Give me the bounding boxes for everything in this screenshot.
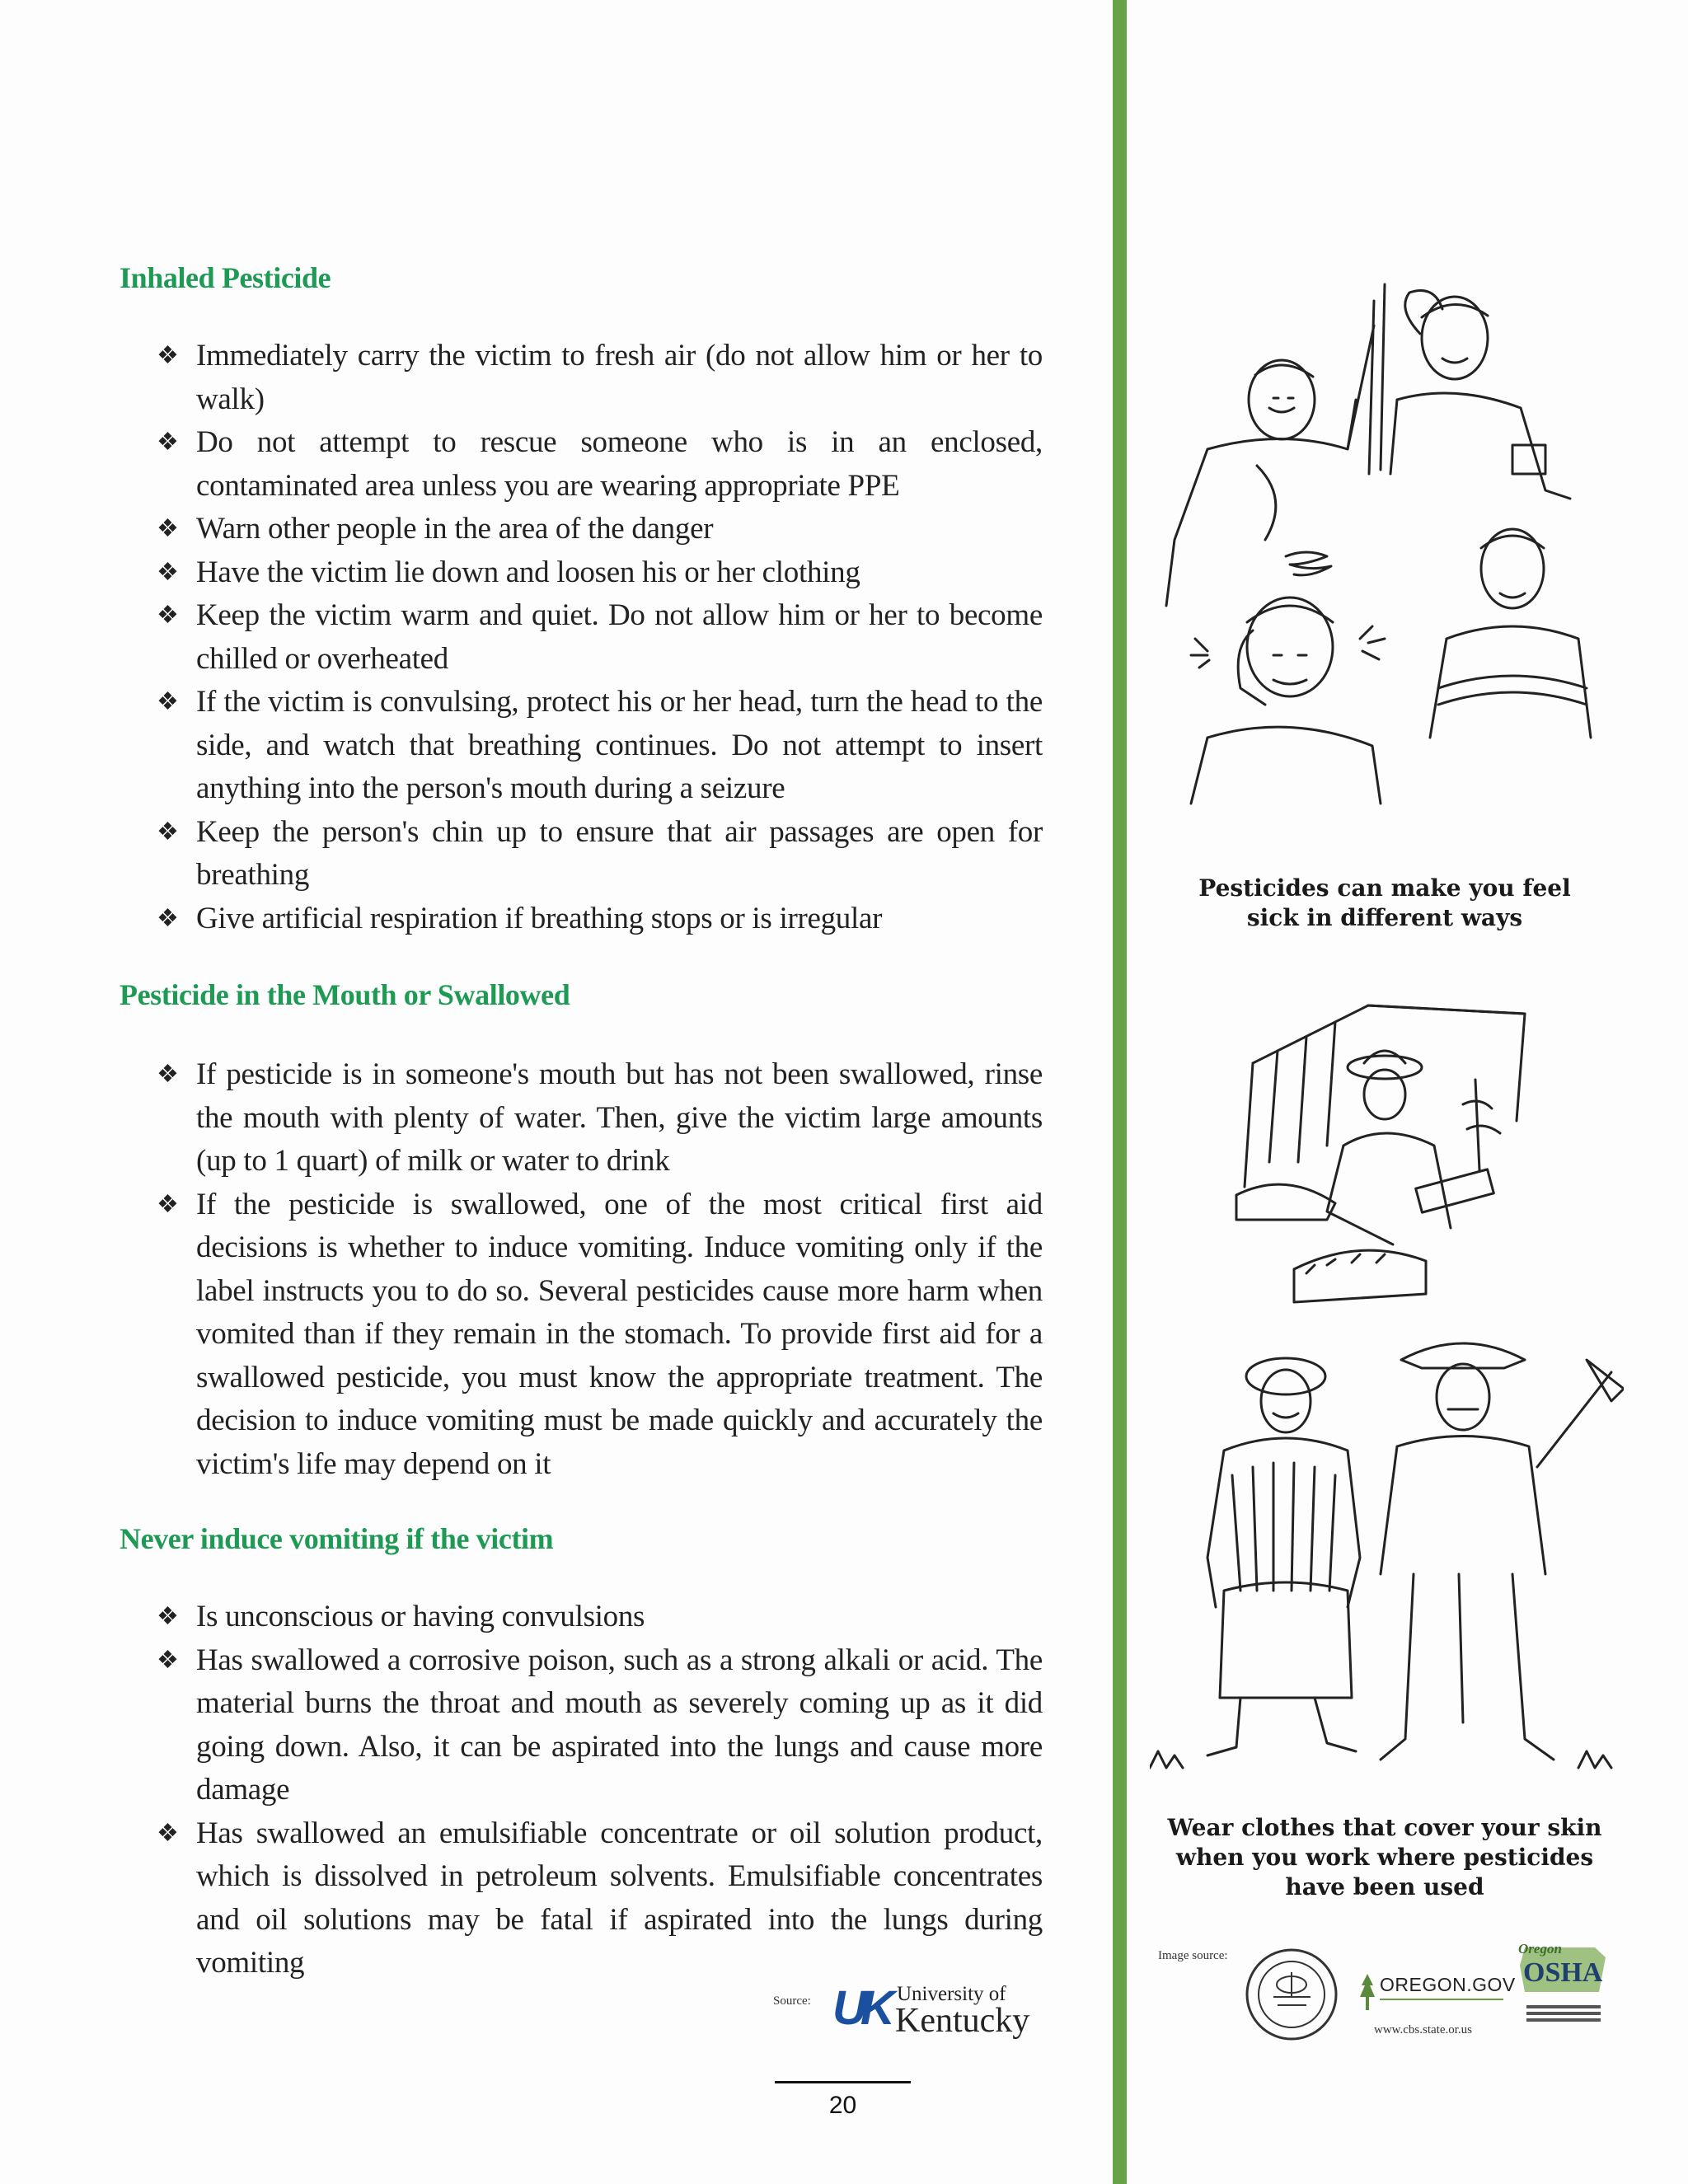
sick-people-illustration (1158, 276, 1603, 828)
uk-mark-icon: UK (832, 1981, 889, 2035)
osha-top-text: Oregon (1518, 1941, 1562, 1957)
list-item: ❖ Has swallowed an emulsifiable concentrate or oil solution product, which is dissolved in petroleum solvents. Emulsifiable concentrates and oil solutions may be fatal if aspirated into the lungs during vomiting (157, 1812, 1043, 1985)
image-source-block (1158, 1941, 1628, 2056)
diamond-bullet-icon: ❖ (157, 1190, 179, 1218)
osha-text: OSHA (1523, 1957, 1603, 1988)
diamond-bullet-icon: ❖ (157, 1603, 179, 1630)
page-number: 20 (775, 2081, 911, 2120)
caption-sick: Pesticides can make you feel sick in different ways (1198, 874, 1571, 931)
oregon-seal-icon (1245, 1947, 1339, 2042)
diamond-bullet-icon: ❖ (157, 602, 179, 629)
list-item: ❖ If pesticide is in someone's mouth but has not been swallowed, rinse the mouth with plenty of water. Then, give the victim large amounts (up to 1 quart) of milk or water to drink (157, 1053, 1043, 1183)
list-item: ❖ Is unconscious or having convulsions (157, 1596, 1043, 1639)
diamond-bullet-icon: ❖ (157, 688, 179, 715)
list-item: ❖ If the victim is convulsing, protect his or her head, turn the head to the side, and watch that breathing continues. Do not attempt to insert anything into the person's mouth during a seizure (157, 681, 1043, 811)
diamond-bullet-icon: ❖ (157, 818, 179, 846)
oregon-gov-text: OREGON.GOV (1380, 1974, 1516, 1995)
greenhouse-worker-illustration (1228, 997, 1541, 1310)
list-item: ❖ Keep the victim warm and quiet. Do not allow him or her to become chilled or overheated (157, 594, 1043, 681)
farm-workers-illustration (1150, 1310, 1624, 1780)
source-block (773, 1975, 1045, 2049)
caption-clothes: Wear clothes that cover your skin when you work where pesticides have been used (1167, 1814, 1602, 1900)
diamond-bullet-icon: ❖ (157, 515, 179, 542)
list-item: ❖ Has swallowed a corrosive poison, such as a strong alkali or acid. The material burns the throat and mouth as severely coming up as it did going down. Also, it can be aspirated into the lungs and cause more damage (157, 1639, 1043, 1812)
uk-logo (832, 1981, 1045, 2039)
image-source-label: Image source: (1158, 1949, 1228, 1962)
oregon-osha-logo (1517, 1941, 1611, 2040)
uk-text-top: University of (897, 1983, 1006, 2005)
cbs-url: www.cbs.state.or.us (1374, 2023, 1473, 2036)
heading-mouth-swallowed: Pesticide in the Mouth or Swallowed (120, 978, 570, 1011)
diamond-bullet-icon: ❖ (157, 1646, 179, 1674)
diamond-bullet-icon: ❖ (157, 904, 179, 932)
diamond-bullet-icon: ❖ (157, 558, 179, 586)
diamond-bullet-icon: ❖ (157, 1819, 179, 1847)
uk-text-bottom: Kentucky (895, 2002, 1030, 2040)
list-item: ❖ If the pesticide is swallowed, one of the most critical first aid decisions is whether to induce vomiting. Induce vomiting only if the label instructs you to do so. Several pesticides cause more harm when vomited than if they remain in the stomach. To provide first aid for a swallowed pesticide, you must know the appropriate treatment. The decision to induce vomiting must be made quickly and accurately the victim's life may depend on it (157, 1183, 1043, 1487)
list-item: ❖ Do not attempt to rescue someone who is in an enclosed, contaminated area unless you are wearing appropriate PPE (157, 421, 1043, 508)
inhaled-list (157, 335, 1043, 940)
list-item: ❖ Warn other people in the area of the danger (157, 508, 1043, 551)
diamond-bullet-icon: ❖ (157, 1061, 179, 1088)
column-divider (1113, 0, 1127, 2184)
list-item: ❖ Give artificial respiration if breathing stops or is irregular (157, 898, 1043, 941)
source-label: Source: (773, 1994, 811, 2008)
swallowed-list (157, 1053, 1043, 1486)
never-induce-list (157, 1596, 1043, 1985)
diamond-bullet-icon: ❖ (157, 429, 179, 456)
list-item: ❖ Immediately carry the victim to fresh air (do not allow him or her to walk) (157, 335, 1043, 421)
diamond-bullet-icon: ❖ (157, 342, 179, 369)
list-item: ❖ Keep the person's chin up to ensure that air passages are open for breathing (157, 811, 1043, 898)
tree-icon (1358, 1972, 1376, 2012)
list-item: ❖ Have the victim lie down and loosen his or her clothing (157, 551, 1043, 595)
heading-never-induce: Never induce vomiting if the victim (120, 1522, 554, 1555)
heading-inhaled-pesticide: Inhaled Pesticide (120, 261, 331, 294)
